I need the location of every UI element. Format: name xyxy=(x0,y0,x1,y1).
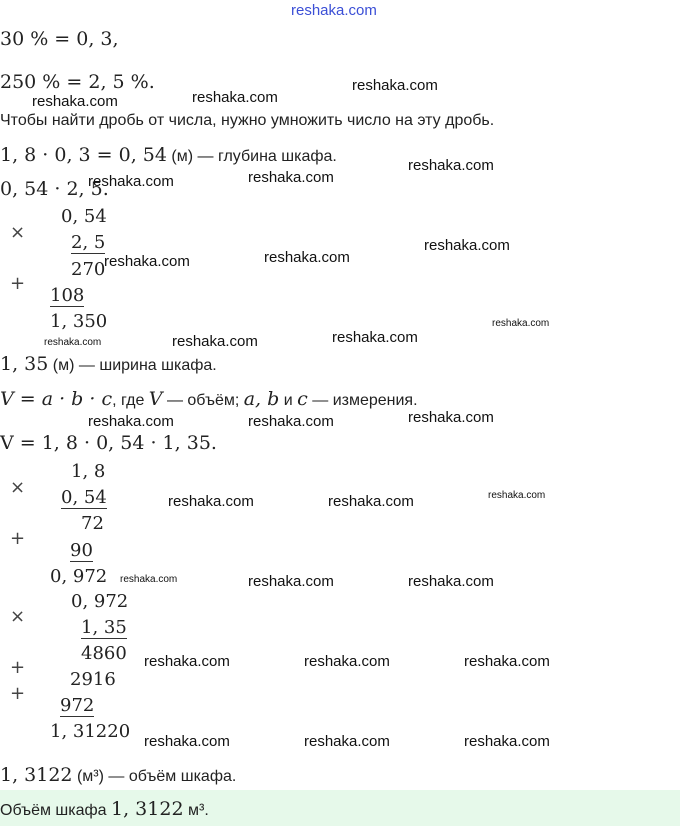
watermark: reshaka.com xyxy=(192,89,278,106)
answer-line xyxy=(0,798,209,820)
calc2-multiplier: 0, 54 xyxy=(61,487,107,508)
calc2-partial-1: 72 xyxy=(81,513,104,534)
volume-formula-line xyxy=(0,388,418,410)
calc3-multiplicand: 0, 972 xyxy=(71,591,129,612)
line-percent-30: 30 % = 0, 3, xyxy=(0,28,119,50)
line-percent-250: 250 % = 2, 5 %. xyxy=(0,71,155,93)
rule-text: Чтобы найти дробь от числа, нужно умножить число на эту дробь. xyxy=(0,112,495,129)
answer-box xyxy=(0,790,680,826)
watermark: reshaka.com xyxy=(248,413,334,430)
calc3-partial-2: 2916 xyxy=(70,669,116,690)
watermark: reshaka.com xyxy=(88,173,174,190)
watermark: reshaka.com xyxy=(352,77,438,94)
plus-sign: + xyxy=(10,657,26,678)
depth-text: (м) — глубина шкафа. xyxy=(166,148,337,165)
watermark: reshaka.com xyxy=(120,574,178,585)
depth-math: 1, 8 · 0, 3 = 0, 54 xyxy=(0,144,167,166)
width-line xyxy=(0,353,217,375)
calc3-result: 1, 31220 xyxy=(50,721,131,742)
calc1-partial-2: 108 xyxy=(50,285,85,306)
calc1-result: 1, 350 xyxy=(50,311,108,332)
watermark: reshaka.com xyxy=(408,157,494,174)
calc3-multiplier: 1, 35 xyxy=(81,617,127,638)
watermark: reshaka.com xyxy=(304,733,390,750)
volume-expression: V = 1, 8 · 0, 54 · 1, 35. xyxy=(0,432,217,454)
formula-ab: a, b xyxy=(243,388,280,410)
calc2-result: 0, 972 xyxy=(50,566,108,587)
watermark: reshaka.com xyxy=(492,318,550,329)
width-math: 1, 35 xyxy=(0,353,49,375)
volume-line xyxy=(0,764,236,786)
volume-math: 1, 3122 xyxy=(0,764,73,786)
watermark: reshaka.com xyxy=(464,653,550,670)
answer-unit: м³. xyxy=(183,802,209,819)
formula-text-1: , где xyxy=(112,392,149,409)
watermark: reshaka.com xyxy=(172,333,258,350)
calc1-multiplier: 2, 5 xyxy=(71,232,106,253)
watermark: reshaka.com xyxy=(144,653,230,670)
watermark: reshaka.com xyxy=(408,573,494,590)
calc2-partial-2: 90 xyxy=(70,540,93,561)
width-text: (м) — ширина шкафа. xyxy=(48,357,217,374)
formula-v: V xyxy=(148,388,163,410)
depth-line xyxy=(0,144,337,166)
times-sign: × xyxy=(10,606,26,627)
watermark: reshaka.com xyxy=(248,573,334,590)
plus-sign: + xyxy=(10,528,26,549)
watermark: reshaka.com xyxy=(264,249,350,266)
calc1-partial-1: 270 xyxy=(71,259,106,280)
watermark: reshaka.com xyxy=(104,253,190,270)
answer-text: Объём шкафа xyxy=(0,802,112,819)
calc2-multiplicand: 1, 8 xyxy=(71,461,106,482)
width-expression: 0, 54 · 2, 5. xyxy=(0,178,109,200)
volume-text: (м³) — объём шкафа. xyxy=(72,768,237,785)
plus-sign: + xyxy=(10,273,26,294)
watermark: reshaka.com xyxy=(32,93,118,110)
calc3-partial-1: 4860 xyxy=(81,643,127,664)
formula-text-4: — измерения. xyxy=(307,392,418,409)
watermark: reshaka.com xyxy=(304,653,390,670)
watermark: reshaka.com xyxy=(424,237,510,254)
watermark: reshaka.com xyxy=(332,329,418,346)
watermark: reshaka.com xyxy=(488,490,546,501)
watermark: reshaka.com xyxy=(464,733,550,750)
watermark: reshaka.com xyxy=(408,409,494,426)
watermark: reshaka.com xyxy=(44,337,102,348)
watermark: reshaka.com xyxy=(144,733,230,750)
times-sign: × xyxy=(10,222,26,243)
watermark: reshaka.com xyxy=(328,493,414,510)
site-link[interactable]: reshaka.com xyxy=(291,2,377,19)
times-sign: × xyxy=(10,477,26,498)
watermark: reshaka.com xyxy=(88,413,174,430)
calc1-multiplicand: 0, 54 xyxy=(61,206,107,227)
plus-sign: + xyxy=(10,683,26,704)
formula-text-2: — объём; xyxy=(162,392,244,409)
watermark: reshaka.com xyxy=(248,169,334,186)
formula-math: V = a · b · c xyxy=(0,388,113,410)
answer-math: 1, 3122 xyxy=(111,798,184,820)
formula-text-3: и xyxy=(279,392,298,409)
formula-c: c xyxy=(297,388,308,410)
calc3-partial-3: 972 xyxy=(60,695,95,716)
watermark: reshaka.com xyxy=(168,493,254,510)
